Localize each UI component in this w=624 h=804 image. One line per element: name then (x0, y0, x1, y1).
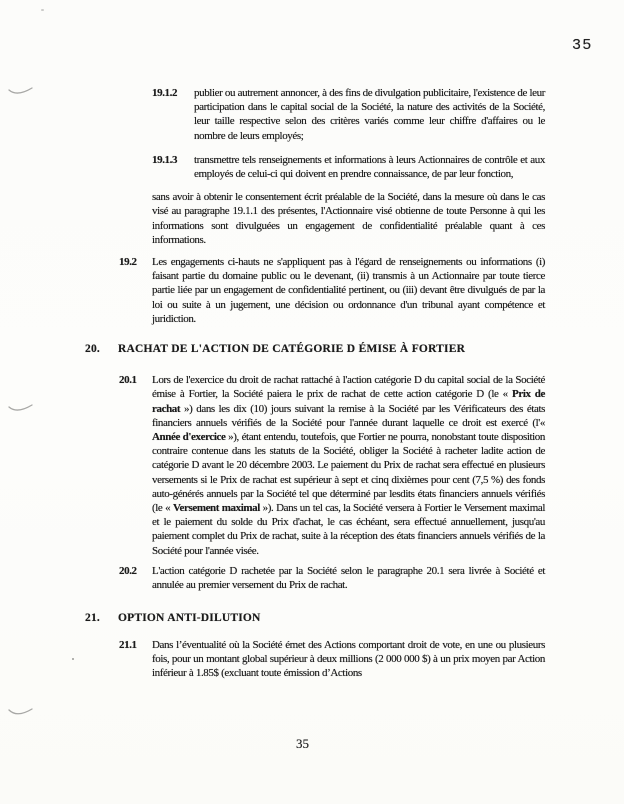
clause-20-2 (119, 564, 545, 592)
section-number: 20. (85, 343, 100, 356)
clause-19-1-3 (152, 153, 545, 181)
clause-19-1-2 (152, 86, 545, 143)
clause-text: Les engagements ci-hauts ne s'appliquent pas à l'égard de renseignements ou informations (i) faisant partie du domaine public ou le devenant, (ii) transmis à un Actionnaire par toute tierce partie liée par un engagement de confidentialité pertinent, ou (iii) devant être divulgués de par la loi ou suite à un jugement, une décision ou ordonnance d'un tribunal ayant compétence et juridiction. (152, 256, 545, 325)
section-title: RACHAT DE L'ACTION DE CATÉGORIE D ÉMISE À FORTIER (118, 343, 466, 356)
scan-speck (41, 9, 44, 11)
clause-21-1 (119, 638, 545, 681)
clause-text: transmettre tels renseignements et informations à leurs Actionnaires de contrôle et aux employés de celui-ci qui doivent en prendre connaissance, de par leur fonction, (194, 153, 545, 181)
section-title: OPTION ANTI-DILUTION (118, 612, 261, 625)
clause-text: publier ou autrement annoncer, à des fins de divulgation publicitaire, l'existence de leur participation dans le capital social de la Société, la nature des activités de la Société, leur taille respective selon des critères variés comme leur chiffre d'affaires ou le nombre de leurs employés; (194, 87, 545, 142)
clause-20-1 (119, 373, 545, 558)
clause-number: 19.1.3 (152, 153, 178, 166)
clause-number: 20.2 (119, 564, 137, 577)
clause-text: L'action catégorie D rachetée par la Société selon le paragraphe 20.1 sera livrée à Société et annulée au premier versement du Prix de rachat. (152, 564, 545, 592)
page-number-bottom: 35 (296, 736, 309, 751)
clause-19-1-closing-paragraph: sans avoir à obtenir le consentement écrit préalable de la Société, dans la mesure où dans le cas visé au paragraphe 19.1.1 des présentes, l'Actionnaire visé obtienne de toute Personne à qui les informations sont divulguées un engagement de confidentialité préalable quant à ces informations. (152, 191, 545, 246)
clause-number: 20.1 (119, 374, 137, 387)
clause-number: 19.2 (119, 256, 137, 269)
section-number: 21. (85, 612, 100, 625)
page-content (0, 86, 624, 680)
clause-number: 19.1.2 (152, 87, 178, 99)
page-number-top: 35 (572, 36, 593, 53)
section-21-heading (85, 611, 564, 625)
clause-text: Lors de l'exercice du droit de rachat rattaché à l'action catégorie D du capital social de la Société émise à Fortier, la Société paiera le prix de rachat de cette action catégorie D (le « Prix de rachat ») dans les dix (10) jours suivant la remise à la Société par les Vérificateurs des états financiers annuels vérifiés de la Société pour l'année durant laquelle ce droit est exercé (l'« Année d'exercice »), étant entendu, toutefois, que Fortier ne pourra, nonobstant toute disposition contraire contenue dans les statuts de la Société, obliger la Société à racheter ladite action de catégorie D avant le 20 décembre 2003. Le paiement du Prix de rachat sera effectué en plusieurs versements si le Prix de rachat est supérieur à sept et cinq dixièmes pour cent (7,5 %) des fonds auto-générés annuels par la Société tel que déterminé par lesdits états financiers annuels vérifiés (le « Versement maximal »). Dans un tel cas, la Société versera à Fortier le Versement maximal et le paiement du solde du Prix d'achat, le cas échéant, sera effectué annuellement, jusqu'au paiement complet du Prix de rachat, suite à la réception des états financiers annuels vérifiés de la Société pour l'année visée. (152, 374, 545, 557)
clause-text: Dans l’éventualité où la Société émet des Actions comportant droit de vote, en une ou plusieurs fois, pour un montant global supérieur à deux millions (2 000 000 $) à un prix moyen par Action inférieur à 1.85$ (excluant toute émission d’Actions (152, 638, 545, 679)
clause-19-2 (119, 255, 545, 326)
margin-scan-mark (8, 705, 34, 719)
section-20-heading (85, 342, 564, 356)
clause-number: 21.1 (119, 638, 137, 651)
